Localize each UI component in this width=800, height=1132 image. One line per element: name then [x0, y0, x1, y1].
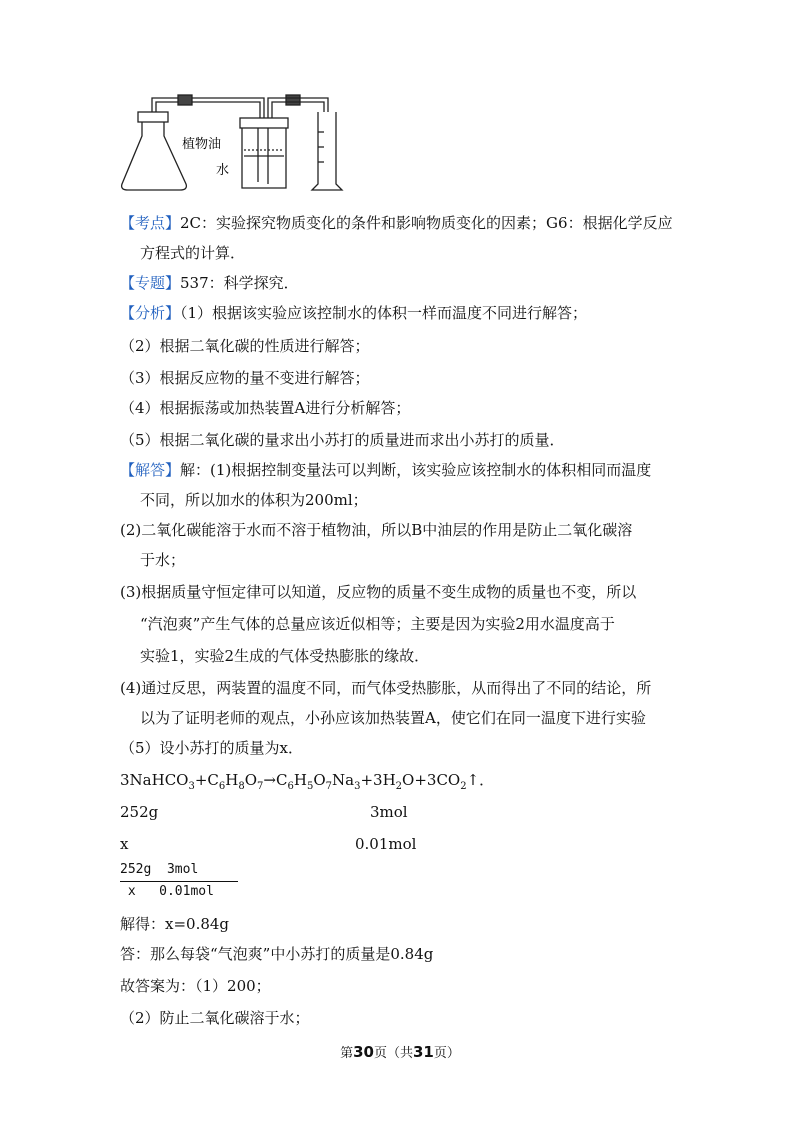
kaodian-line	[120, 213, 673, 233]
current-page: 30	[353, 1043, 374, 1061]
proportion-fraction	[120, 862, 240, 904]
kaodian-text: 2C：实验探究物质变化的条件和影响物质变化的因素；G6：根据化学反应	[180, 214, 673, 232]
fenxi-text-4: （4）根据振荡或加热装置A进行分析解答；	[120, 399, 411, 417]
fenxi-line	[120, 303, 587, 323]
fenxi-tag: 【分析】	[120, 304, 181, 322]
jieda-text-3: (2)二氧化碳能溶于水而不溶于植物油，所以B中油层的作用是防止二氧化碳溶	[120, 521, 633, 539]
ratio-row-2-right: 0.01mol	[355, 835, 417, 853]
ratio-row-2-left: x	[120, 835, 129, 853]
fenxi-text-5: （5）根据二氧化碳的量求出小苏打的质量进而求出小苏打的质量．	[120, 431, 565, 449]
zhuanti-line	[120, 273, 299, 293]
page-footer: 第30页（共31页）	[340, 1043, 460, 1061]
zhuanti-text: 537：科学探究．	[180, 274, 299, 292]
water-label: 水	[216, 163, 230, 178]
final-answer-2: （2）防止二氧化碳溶于水；	[120, 1009, 310, 1027]
fraction-bar	[120, 881, 238, 882]
apparatus-figure	[118, 92, 348, 192]
jieda-text-2: 不同，所以加水的体积为200ml；	[140, 491, 368, 509]
chemical-equation: $3NaHCO_3+C_6H_8O_7\to C_6H_5O_7Na_3+3H_2O+3CO_2↑$．	[120, 771, 495, 792]
kaodian-tag: 【考点】	[120, 214, 181, 232]
oil-label: 植物油	[182, 137, 222, 152]
jieda-text-5: (3)根据质量守恒定律可以知道，反应物的质量不变生成物的质量也不变，所以	[120, 583, 637, 601]
ratio-row-1-right: 3mol	[370, 803, 408, 821]
zhuanti-tag: 【专题】	[120, 274, 181, 292]
jieda-text-10: （5）设小苏打的质量为x．	[120, 739, 304, 757]
jieda-text-9: 以为了证明老师的观点，小孙应该加热装置A，使它们在同一温度下进行实验	[140, 709, 646, 727]
kaodian-text-2: 方程式的计算．	[140, 244, 246, 262]
fraction-numerator: 252g 3mol	[120, 862, 199, 877]
jieda-text-6: “汽泡爽”产生气体的总量应该近似相等；主要是因为实验2用水温度高于	[140, 615, 615, 633]
final-answer-1: 故答案为：（1）200；	[120, 977, 271, 995]
jieda-text-7: 实验1，实验2生成的气体受热膨胀的缘故．	[140, 647, 430, 665]
jieda-text-8: (4)通过反思，两装置的温度不同，而气体受热膨胀，从而得出了不同的结论，所	[120, 679, 652, 697]
answer-line: 答：那么每袋“气泡爽”中小苏打的质量是0.84g	[120, 945, 434, 963]
total-pages: 31	[413, 1043, 434, 1061]
jieda-text-4: 于水；	[140, 551, 186, 569]
fenxi-text-1: （1）根据该实验应该控制水的体积一样而温度不同进行解答；	[180, 304, 588, 322]
jieda-text-1: 解：(1)根据控制变量法可以判断，该实验应该控制水的体积相同而温度	[180, 461, 652, 479]
fenxi-text-2: （2）根据二氧化碳的性质进行解答；	[120, 337, 370, 355]
jieda-tag: 【解答】	[120, 461, 181, 479]
ratio-row-1-left: 252g	[120, 803, 159, 821]
fenxi-text-3: （3）根据反应物的量不变进行解答；	[120, 369, 370, 387]
jieda-line	[120, 460, 651, 480]
solve-line: 解得：x=0.84g	[120, 915, 230, 933]
fraction-denominator: x 0.01mol	[120, 884, 214, 899]
